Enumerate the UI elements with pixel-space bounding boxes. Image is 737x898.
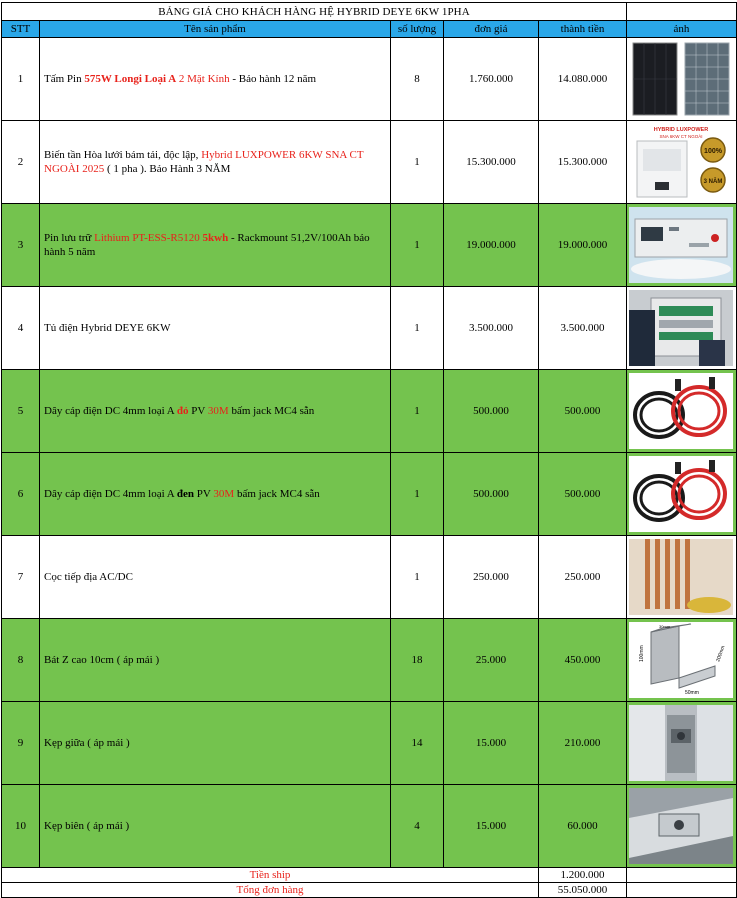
table-row <box>2 536 737 619</box>
header-row <box>2 21 737 38</box>
end-clamp-image <box>627 785 737 868</box>
row-qty: 1 <box>391 453 444 536</box>
row-price: 15.000 <box>444 702 539 785</box>
grounding-rod-image <box>627 536 737 619</box>
z-bracket-image <box>627 619 737 702</box>
badge-100-text: 100% <box>704 148 722 155</box>
row-product-name: Dây cáp điện DC 4mm loại A đen PV 30M bấm jack MC4 sẵn <box>40 453 391 536</box>
empty-cell <box>627 3 737 21</box>
table-row <box>2 38 737 121</box>
row-total: 450.000 <box>539 619 627 702</box>
row-qty: 14 <box>391 702 444 785</box>
row-stt: 8 <box>2 619 40 702</box>
header-image: ảnh <box>627 21 737 38</box>
row-stt: 10 <box>2 785 40 868</box>
row-price: 3.500.000 <box>444 287 539 370</box>
row-qty: 18 <box>391 619 444 702</box>
mid-clamp-image <box>627 702 737 785</box>
table-title: BẢNG GIÁ CHO KHÁCH HÀNG HỆ HYBRID DEYE 6KW 1PHA <box>2 3 627 21</box>
electrical-cabinet-image <box>627 287 737 370</box>
row-qty: 1 <box>391 536 444 619</box>
dim-top-text: 30mm <box>659 624 671 629</box>
dim-base-text: 50mm <box>685 690 699 696</box>
table-row <box>2 204 737 287</box>
row-price: 15.000 <box>444 785 539 868</box>
row-product-name: Tủ điện Hybrid DEYE 6KW <box>40 287 391 370</box>
dim-height-text: 100mm <box>639 645 645 662</box>
row-total: 250.000 <box>539 536 627 619</box>
table-row <box>2 785 737 868</box>
row-total: 14.080.000 <box>539 38 627 121</box>
row-qty: 8 <box>391 38 444 121</box>
table-row <box>2 370 737 453</box>
row-stt: 5 <box>2 370 40 453</box>
row-qty: 1 <box>391 121 444 204</box>
row-price: 250.000 <box>444 536 539 619</box>
row-product-name: Cọc tiếp địa AC/DC <box>40 536 391 619</box>
inverter-image <box>627 121 737 204</box>
shipping-value: 1.200.000 <box>539 868 627 883</box>
row-price: 1.760.000 <box>444 38 539 121</box>
row-price: 500.000 <box>444 370 539 453</box>
table-row <box>2 287 737 370</box>
row-total: 500.000 <box>539 453 627 536</box>
row-qty: 1 <box>391 370 444 453</box>
battery-image <box>627 204 737 287</box>
header-qty: số lượng <box>391 21 444 38</box>
total-value: 55.050.000 <box>539 883 627 898</box>
cable-image <box>627 370 737 453</box>
row-product-name: Kẹp biên ( áp mái ) <box>40 785 391 868</box>
row-product-name: Pin lưu trữ Lithium PT-ESS-R5120 5kwh - Rackmount 51,2V/100Ah bảo hành 5 năm <box>40 204 391 287</box>
row-stt: 7 <box>2 536 40 619</box>
row-product-name: Tấm Pin 575W Longi Loại A 2 Mặt Kính - Bảo hành 12 năm <box>40 38 391 121</box>
row-product-name: Biến tần Hòa lưới bám tải, độc lập, Hybrid LUXPOWER 6KW SNA CT NGOÀI 2025 ( 1 pha ). Bảo Hành 3 NĂM <box>40 121 391 204</box>
row-stt: 1 <box>2 38 40 121</box>
empty-cell <box>627 883 737 898</box>
row-price: 500.000 <box>444 453 539 536</box>
row-total: 15.300.000 <box>539 121 627 204</box>
row-total: 60.000 <box>539 785 627 868</box>
row-total: 19.000.000 <box>539 204 627 287</box>
row-price: 19.000.000 <box>444 204 539 287</box>
shipping-label: Tiền ship <box>2 868 539 883</box>
total-label: Tổng đơn hàng <box>2 883 539 898</box>
row-product-name: Kẹp giữa ( áp mái ) <box>40 702 391 785</box>
row-total: 500.000 <box>539 370 627 453</box>
dim-length-text: 200mm <box>715 644 727 663</box>
total-row <box>2 883 737 898</box>
inverter-brand-text: HYBRID LUXPOWER <box>653 127 709 133</box>
header-name: Tên sản phẩm <box>40 21 391 38</box>
row-stt: 9 <box>2 702 40 785</box>
row-price: 25.000 <box>444 619 539 702</box>
table-row <box>2 702 737 785</box>
row-stt: 4 <box>2 287 40 370</box>
row-qty: 1 <box>391 287 444 370</box>
inverter-model-text: SNA 6KW CT NGOÀI <box>659 134 703 139</box>
row-stt: 3 <box>2 204 40 287</box>
row-total: 210.000 <box>539 702 627 785</box>
row-qty: 1 <box>391 204 444 287</box>
title-row <box>2 3 737 21</box>
row-stt: 6 <box>2 453 40 536</box>
table-row <box>2 453 737 536</box>
table-row <box>2 619 737 702</box>
row-total: 3.500.000 <box>539 287 627 370</box>
row-qty: 4 <box>391 785 444 868</box>
header-stt: STT <box>2 21 40 38</box>
row-product-name: Bát Z cao 10cm ( áp mái ) <box>40 619 391 702</box>
badge-warranty-text: 3 NĂM <box>703 179 723 185</box>
price-table <box>1 2 737 898</box>
table-row <box>2 121 737 204</box>
cable-image <box>627 453 737 536</box>
shipping-row <box>2 868 737 883</box>
row-stt: 2 <box>2 121 40 204</box>
row-product-name: Dây cáp điện DC 4mm loại A đỏ PV 30M bấm jack MC4 sẵn <box>40 370 391 453</box>
header-total: thành tiền <box>539 21 627 38</box>
header-price: đơn giá <box>444 21 539 38</box>
solar-panel-image <box>627 38 737 121</box>
empty-cell <box>627 868 737 883</box>
row-price: 15.300.000 <box>444 121 539 204</box>
